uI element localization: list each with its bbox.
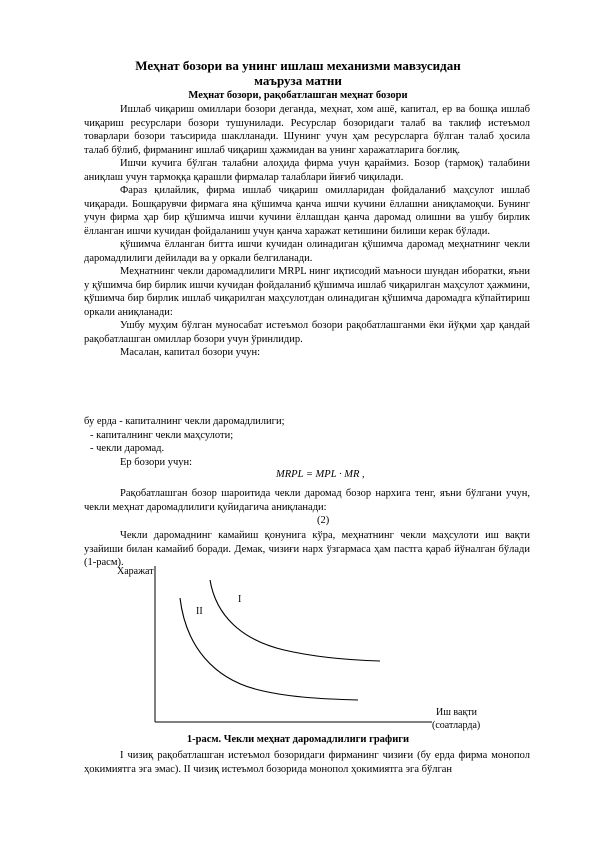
paragraph: I чизиқ рақобатлашган истеъмол бозоридаги фирманинг чизиғи (бу ерда фирма монопол ҳокимиятга эга эмас). II чизиқ истеъмол бозорида монопол ҳокимиятга эга бўлган (84, 750, 530, 775)
curve-I (210, 580, 380, 661)
curve-I-label: I (238, 594, 242, 605)
chart-x-axis-label-units: (соатларда) (432, 720, 481, 731)
section-subtitle: Меҳнат бозори, рақобатлашган меҳнат бозори (188, 90, 408, 101)
curve-II (180, 598, 358, 700)
paragraph: Ишлаб чиқариш омиллари бозори деганда, меҳнат, хом ашё, капитал, ер ва бошқа ишлаб чиқариш ресурслари бозори тушунилади. Ресурслар бозоридаги талаб ва таклиф истеъмол товарлари бозори таъсирида шаклланади. Шунинг учун ҳам ресурсларга бўлган талаб ҳосила талаб бўлиб, фирманинг ишлаб чиқариш ҳажмидан ва унинг харажатларига боғлиқ. (84, 104, 530, 156)
paragraph: Ишчи кучига бўлган талабни алоҳида фирма учун қараймиз. Бозор (тармоқ) талабини аниқлаш учун тармоққа қарашли фирмалар талаблари йиғиб чиқилади. (84, 158, 530, 183)
chart-x-axis-label: Иш вақти (436, 707, 478, 718)
paragraph: Фараз қилайлик, фирма ишлаб чиқариш омилларидан фойдаланиб маҳсулот ишлаб чиқаради. Бошқарувчи фирмага яна қўшимча қанча ишчи кучини ёллашни аниқламоқчи. Бунинг учун фирма ҳар бир қўшимча ишчи кучини ёллашдан қанча даромад олишни ва ушбу бирлик ёлланган ишчи кучидан фойдаланиш учун қанча харажат кетишини билиши керак бўлади. (84, 185, 530, 237)
curve-II-label: II (196, 606, 203, 617)
formula-mrp: MRPL = MPL · MR , (276, 469, 365, 480)
definition-line: - капиталнинг чекли маҳсулоти; (90, 429, 234, 441)
definition-line: бу ерда - капиталнинг чекли даромадлилиги; (84, 416, 285, 427)
paragraph: Чекли даромаднинг камайиш қонунига кўра, меҳнатнинг чекли маҳсулоти иш вақти узайиши билан камайиб боради. Демак, чизиғи нарх ўзгармаса ҳам пастга қараб йўналган бўлади (1-расм). (84, 530, 530, 568)
figure-caption: 1-расм. Чекли меҳнат даромадлилиги графиги (186, 734, 410, 745)
paragraph: Ушбу муҳим бўлган муносабат истеъмол бозори рақобатлашганми ёки йўқми ҳар қандай рақобатлашган омиллар бозори учун ўринлидир. (84, 320, 530, 345)
equation-number: (2) (317, 515, 330, 526)
definition-line: - чекли даромад. (90, 443, 165, 454)
land-intro: Ер бозори учун: (120, 456, 193, 468)
paragraph: Рақобатлашган бозор шароитида чекли даромад бозор нархига тенг, яъни бўлгани учун, чекли меҳнат даромадлилиги қуйидагича аниқланади: (84, 488, 530, 513)
body-text-block-4 (84, 749, 530, 776)
paragraph: қўшимча ёлланган битта ишчи кучидан олинадиган қўшимча даромад меҳнатнинг чекли даромадлилиги дейилади ва у оркали белгиланади. (84, 239, 530, 264)
document-title-line2: маъруза матни (254, 73, 342, 88)
document-title-line1: Меҳнат бозори ва унинг ишлаш механизми мавзусидан (135, 58, 461, 73)
paragraph: Меҳнатнинг чекли даромадлилиги MRPL нинг иқтисодий маъноси шундан иборатки, яъни у қўшимча бир бирлик ишчи кучидан фойдаланиб қўшимча ишлаб чиқарилган маҳсулот ҳажмини, қўшимча бир бирлик ишлаб чиқарилган маҳсулотдан олинадиган қўшимча даромадга кўпайтириш оркали аниқланади: (84, 266, 530, 318)
paragraph: Масалан, капитал бозори учун: (120, 347, 261, 358)
chart-y-axis-label: Харажат (117, 566, 154, 577)
